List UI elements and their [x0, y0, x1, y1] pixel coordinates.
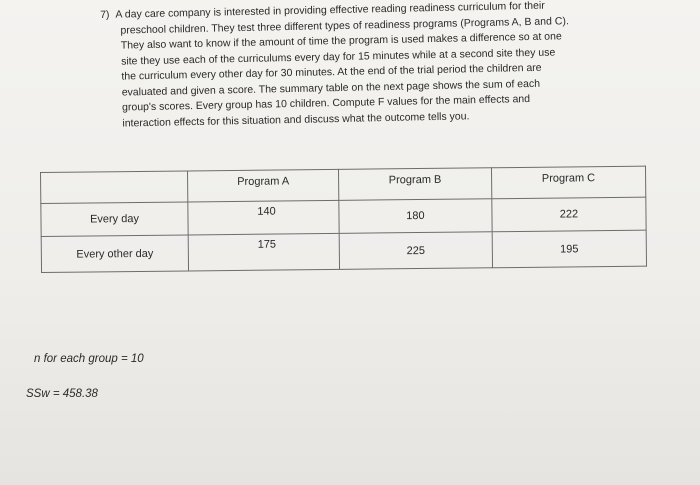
bleed-through-text — [60, 150, 63, 162]
column-header-program-b: Program B — [339, 168, 492, 201]
row-header-every-day: Every day — [41, 202, 188, 237]
question-line: evaluated and given a score. The summary table on the next page shows the sum of each — [121, 77, 541, 99]
question-block — [100, 0, 622, 132]
question-line: preschool children. They test three different types of readiness programs (Programs A, B and C). — [120, 14, 569, 37]
question-line: site they use each of the curriculums every day for 15 minutes while at a second site they use — [120, 45, 556, 68]
question-line: group's scores. Every group has 10 children. Compute F values for the main effects and — [121, 93, 531, 114]
cell-every-day-program-b: 180 — [339, 199, 492, 234]
cell-every-other-day-program-a: 175 — [188, 233, 340, 271]
group-size-note: n for each group = 10 — [34, 353, 144, 365]
ss-within-note: SSw = 458.38 — [26, 388, 98, 400]
question-line: They also want to know if the amount of time the program is used makes a difference so at one — [120, 30, 562, 52]
question-line: interaction effects for this situation and discuss what the outcome tells you. — [122, 109, 470, 130]
row-header-every-other-day: Every other day — [41, 235, 188, 273]
table-corner-cell — [41, 171, 188, 204]
cell-every-other-day-program-c: 195 — [492, 230, 647, 268]
cell-every-day-program-a: 140 — [188, 200, 339, 235]
question-line: the curriculum every other day for 30 minutes. At the end of the trial period the children are — [121, 61, 542, 83]
column-header-program-c: Program C — [491, 166, 646, 199]
column-header-program-a: Program A — [187, 169, 338, 202]
cell-every-other-day-program-b: 225 — [339, 232, 492, 270]
question-number: 7) — [100, 8, 110, 21]
summary-table — [40, 166, 647, 261]
cell-every-day-program-c: 222 — [492, 197, 647, 232]
question-line: 7) A day care company is interested in providing effective reading readiness curriculum for their — [100, 0, 545, 21]
